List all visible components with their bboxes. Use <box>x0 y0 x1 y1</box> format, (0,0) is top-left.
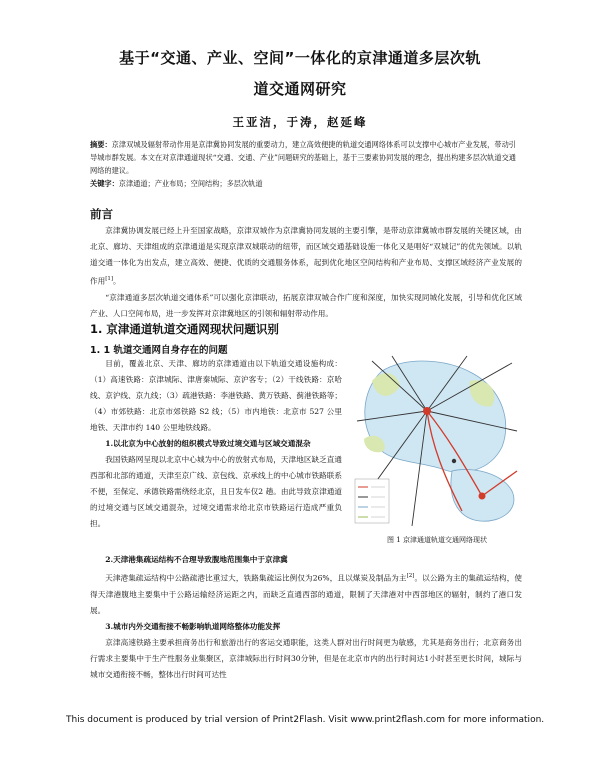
section1-p2: 我国铁路网呈现以北京中心城为中心的放射式布局，天津地区缺乏直通西部和北部的通道，天津至京广线、京包线、京承线上的中心城市铁路联系不便，至保定、承德铁路需绕经北京，且日发车仅2 趟。由此导致京津通道的过境交通与区域交通混杂，过境交通需求给北京市铁路运行造成严重负担。 <box>90 455 342 528</box>
ref-2: [2] <box>406 573 415 579</box>
map-legend <box>355 479 389 523</box>
problem-2-heading: 2.天津港集疏运结构不合理导致腹地范围集中于京津冀 <box>105 555 288 564</box>
section1-p4: 京津高速铁路主要承担商务出行和旅游出行的客运交通职能，这类人群对出行时间更为敏感，尤其是商务出行；北京商务出行需求主要集中于生产性服务业集聚区，京津城际出行时间30分钟，但是在北京市内的出行时间达1小时甚至更长时间，城际与城市交通衔接不畅，整体出行时间可达性 <box>90 637 522 679</box>
preface-body <box>90 223 522 322</box>
keywords-text: 京津通道；产业布局；空间结构；多层次轨道 <box>118 179 263 188</box>
preface-p1-end: 。 <box>112 276 121 286</box>
langfang-node <box>452 459 456 463</box>
paper-title-line1: 基于“交通、产业、空间”一体化的京津通道多层次轨 <box>119 49 481 67</box>
preface-p2: “京津通道多层次轨道交通体系”可以强化京津联动，拓展京津双城合作广度和深度，加快实现同城化发展，引导和优化区域产业、人口空间布局，进一步发挥对京津冀地区的引领和辐射带动作用。 <box>90 292 522 318</box>
rail-network-map-figure <box>352 351 522 529</box>
problem-3-heading: 3.城市内外交通衔接不畅影响轨道网络整体功能发挥 <box>105 621 281 631</box>
preface-p1: 京津冀协调发展已经上升至国家战略，京津双城作为京津冀协同发展的主要引擎，是带动京津冀城市群发展的关键区域，由北京、廊坊、天津组成的京津通道是实现京津双城联动的纽带，而区域交通基础设施一体化又是唱好“双城记”的优先领域。以轨道交通一体化为出发点，建立高效、便捷、优质的交通服务体系，起到优化地区空间结构和产业布局、支撑区域经济产业发展的作用 <box>90 226 522 286</box>
paper-title-line2: 道交通网研究 <box>253 80 347 98</box>
preface-heading: 前言 <box>90 207 113 221</box>
section1-left-column <box>90 356 342 532</box>
figure-caption: 图 1 京津通道轨道交通网络现状 <box>387 536 487 544</box>
authors: 王亚洁，于涛，赵延峰 <box>232 115 368 129</box>
ref-1: [1] <box>105 276 113 282</box>
section1-full-width <box>90 552 522 683</box>
section1-p3-end: 。以公路为主的集疏运结构，使得天津港腹地主要集中于公路运输经济运距之内，而缺乏直通西部的通道，限制了天津港对中西部地区的辐射，制约了港口发展。 <box>90 573 523 615</box>
section1-heading: 1. 京津通道轨道交通网现状问题识别 <box>90 322 279 336</box>
abstract <box>90 138 516 190</box>
beijing-node <box>423 407 431 415</box>
section1-p1: 目前，覆盖北京、天津、廊坊的京津通道由以下轨道交通设施构成：（1）高速铁路：京津城际、津唐秦城际、京沪客专；（2）干线铁路：京哈线、京沪线、京九线；（3）疏港铁路：李港铁路、黄万铁路、蓟港铁路等；（4）市郊铁路：北京市郊铁路 S2 线；（5）市内地铁：北京市 527 公里地铁、天津市约 140 公里地铁线路。 <box>90 359 342 432</box>
abstract-text: 京津双城及辐射带动作用是京津冀协同发展的重要动力，建立高效便捷的轨道交通网络体系可以支撑中心城市产业发展，带动引导城市群发展。本文在对京津通道现状“交通、交通、产业”问题研究的基础上，基于三要素协同发展的理念，提出构建多层次轨道交通网络的建议。 <box>90 140 516 175</box>
trial-watermark-footer: This document is produced by trial version of Print2Flash. Visit www.print2flash.com for more information. <box>66 715 545 725</box>
abstract-label: 摘要： <box>90 140 112 149</box>
problem-1-heading: 1.以北京为中心放射的组织模式导致过境交通与区域交通混杂 <box>105 439 311 448</box>
keywords-label: 关键字： <box>90 179 119 188</box>
tianjin-node <box>479 493 486 500</box>
section1-p3: 天津港集疏运结构中公路疏港比重过大，铁路集疏运比例仅为26%，且以煤炭及制品为主 <box>105 573 407 583</box>
section1-1-heading: 1. 1 轨道交通网自身存在的问题 <box>90 345 228 356</box>
